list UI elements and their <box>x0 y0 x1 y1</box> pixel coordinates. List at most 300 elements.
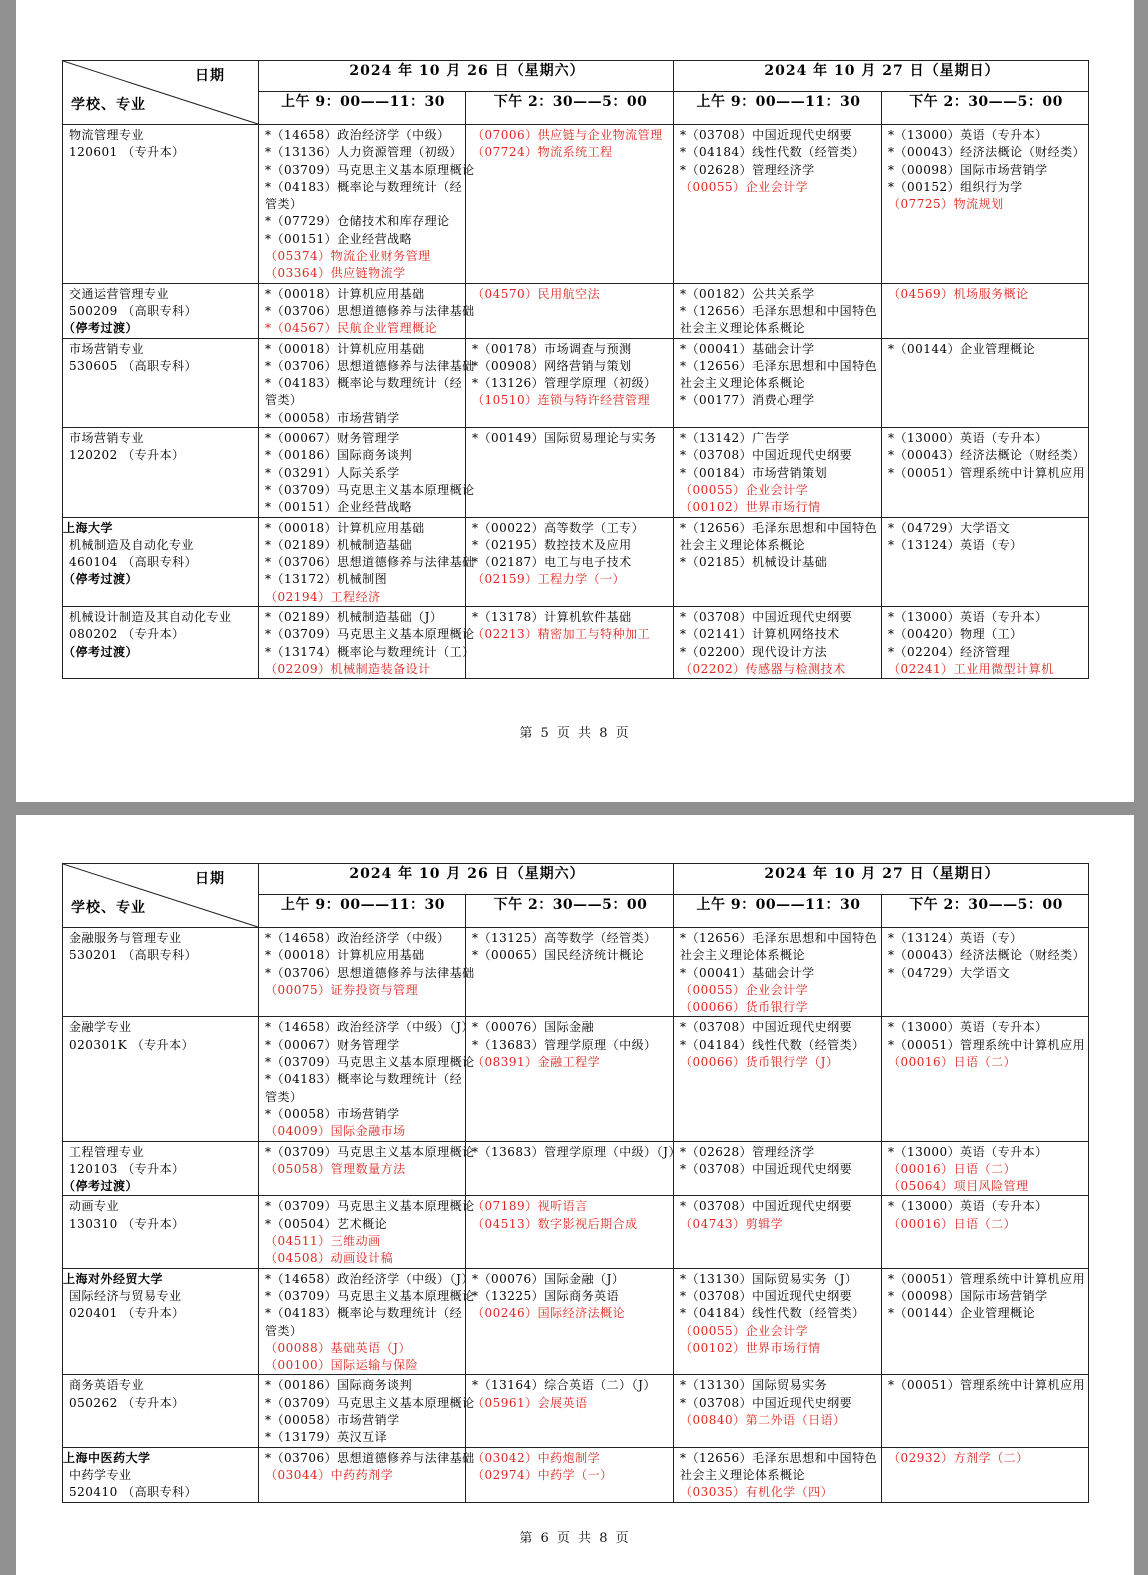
page-6 <box>16 815 1134 1575</box>
exam-subject: *（12656）毛泽东思想和中国特色 <box>680 1450 878 1465</box>
program-cell <box>63 1196 259 1268</box>
exam-subject: *（00420）物理（工） <box>888 627 1023 642</box>
exam-subject: *（00504）艺术概论 <box>265 1216 388 1231</box>
program-name: 国际经济与贸易专业 <box>69 1288 182 1303</box>
exam-subject: *（00051）管理系统中计算机应用 <box>888 1271 1086 1286</box>
program-cell <box>63 1017 259 1141</box>
exam-subject: *（00067）财务管理学 <box>265 431 400 446</box>
exam-subject: *（13683）管理学原理（中级）（J） <box>472 1144 681 1159</box>
exam-subject: （02974）中药学（一） <box>472 1467 613 1482</box>
exam-subject: *（02628）管理经济学 <box>680 1144 815 1159</box>
exam-cell-d1am <box>259 607 475 679</box>
exam-cell-d2am <box>674 1268 882 1375</box>
exam-subject: 社会主义理论体系概论 <box>680 1467 806 1482</box>
exam-subject: *（12656）毛泽东思想和中国特色 <box>680 931 878 945</box>
exam-subject: *（04184）线性代数（经管类） <box>680 1037 865 1052</box>
exam-subject: *（13000）英语（专升本） <box>888 431 1048 446</box>
exam-subject: *（03706）思想道德修养与法律基础 <box>265 965 475 980</box>
page-footer: 第 6 页 共 8 页 <box>519 1531 631 1546</box>
exam-subject: *（13000）英语（专升本） <box>888 1144 1048 1159</box>
program-name: 交通运营管理专业 <box>69 286 170 301</box>
exam-subject: *（03291）人际关系学 <box>265 465 400 480</box>
exam-subject: （04009）国际金融市场 <box>265 1124 406 1139</box>
exam-subject: （00016）日语（二） <box>888 1216 1017 1231</box>
exam-subject: *（13126）管理学原理（初级） <box>472 376 657 391</box>
exam-cell-d1am <box>259 283 475 338</box>
program-cell <box>63 1141 259 1196</box>
exam-subject: *（14658）政治经济学（中级） <box>265 931 450 945</box>
program-code: 460104 （高职专科） <box>69 555 198 570</box>
exam-subject: *（00178）市场调查与预测 <box>472 341 632 356</box>
program-name: 金融服务与管理专业 <box>69 931 182 945</box>
program-cell <box>63 607 259 679</box>
exam-subject: *（03708）中国近现代史纲要 <box>680 448 853 463</box>
header-corner <box>63 61 259 125</box>
exam-subject: *（00041）基础会计学 <box>680 965 815 980</box>
exam-subject: *（03709）马克思主义基本原理概论 <box>265 1144 475 1159</box>
exam-subject: *（00043）经济法概论（财经类） <box>888 145 1086 160</box>
exam-subject: *（03706）思想道德修养与法律基础 <box>265 555 475 570</box>
exam-subject: *（03708）中国近现代史纲要 <box>680 1020 853 1035</box>
exam-cell-d2am <box>674 1447 882 1502</box>
exam-subject: *（00058）市场营销学 <box>265 1413 400 1428</box>
exam-subject: *（12656）毛泽东思想和中国特色 <box>680 520 878 535</box>
exam-subject: *（04729）大学语文 <box>888 965 1011 980</box>
corner-school-label: 学校、专业 <box>71 900 146 916</box>
table-row <box>63 928 1089 1017</box>
exam-subject: *（13125）高等数学（经管类） <box>472 931 657 945</box>
exam-subject: *（04183）概率论与数理统计（经 <box>265 376 463 391</box>
exam-subject: *（00018）计算机应用基础 <box>265 341 425 356</box>
exam-cell-d1pm <box>466 428 674 517</box>
day2-pm-header: 下午 2：30——5：00 <box>882 895 1089 928</box>
exam-cell-d2am <box>674 517 882 606</box>
exam-cell-d2pm <box>882 283 1089 338</box>
exam-subject: （02202）传感器与检测技术 <box>680 661 846 676</box>
exam-subject: *（03709）马克思主义基本原理概论 <box>265 1199 475 1214</box>
exam-subject: *（02141）计算机网络技术 <box>680 627 840 642</box>
exam-subject: *（02628）管理经济学 <box>680 162 815 177</box>
exam-subject: *（00051）管理系统中计算机应用 <box>888 465 1086 480</box>
exam-cell-d1pm <box>466 1375 674 1447</box>
exam-subject: *（13124）英语（专） <box>888 537 1023 552</box>
exam-subject: 社会主义理论体系概论 <box>680 321 806 336</box>
exam-subject: *（13178）计算机软件基础 <box>472 610 632 625</box>
schedule-table <box>62 60 1089 679</box>
exam-subject: （02241）工业用微型计算机 <box>888 661 1054 676</box>
exam-cell-d1am <box>259 1017 475 1141</box>
exam-subject: *（03709）马克思主义基本原理概论 <box>265 1055 475 1070</box>
program-name: 市场营销专业 <box>69 431 145 446</box>
exam-subject: （05374）物流企业财务管理 <box>265 249 431 264</box>
exam-subject: 社会主义理论体系概论 <box>680 948 806 963</box>
exam-subject: *（13130）国际贸易实务 <box>680 1378 828 1393</box>
exam-subject: *（04183）概率论与数理统计（经 <box>265 179 463 194</box>
exam-subject: *（13164）综合英语（二）（J） <box>472 1378 656 1393</box>
program-cell <box>63 1268 259 1375</box>
exam-subject: （03035）有机化学（四） <box>680 1485 834 1500</box>
exam-subject: （07189）视听语言 <box>472 1199 588 1214</box>
exam-cell-d1am <box>259 338 475 427</box>
exam-cell-d2pm <box>882 338 1089 427</box>
exam-cell-d1pm <box>466 1196 674 1268</box>
program-code: 020301K （专升本） <box>69 1037 195 1052</box>
exam-subject: *（02200）现代设计方法 <box>680 644 828 659</box>
exam-subject: *（00186）国际商务谈判 <box>265 1378 413 1393</box>
program-code: 050262 （专升本） <box>69 1395 185 1410</box>
program-code: 530201 （高职专科） <box>69 948 198 963</box>
exam-subject: *（13000）英语（专升本） <box>888 1020 1048 1035</box>
exam-subject: （07724）物流系统工程 <box>472 145 613 160</box>
exam-subject: *（00151）企业经营战略 <box>265 231 413 246</box>
table-row <box>63 283 1089 338</box>
corner-date-label: 日期 <box>195 68 225 84</box>
exam-subject: （02159）工程力学（一） <box>472 572 626 587</box>
program-cell <box>63 125 259 284</box>
exam-subject: *（07729）仓储技术和库存理论 <box>265 214 450 229</box>
exam-subject: *（04729）大学语文 <box>888 520 1011 535</box>
exam-subject: *（03709）马克思主义基本原理概论 <box>265 162 475 177</box>
exam-cell-d2am <box>674 283 882 338</box>
program-cell <box>63 517 259 606</box>
exam-subject: （04743）剪辑学 <box>680 1216 784 1231</box>
exam-subject: *（00051）管理系统中计算机应用 <box>888 1037 1086 1052</box>
corner-date-label: 日期 <box>195 871 225 887</box>
program-cell <box>63 1375 259 1447</box>
exam-subject: （05058）管理数量方法 <box>265 1161 406 1176</box>
exam-subject: *（04567）民航企业管理概论 <box>265 321 438 336</box>
exam-subject: *（03708）中国近现代史纲要 <box>680 128 853 142</box>
exam-subject: *（03709）马克思主义基本原理概论 <box>265 482 475 497</box>
exam-subject: （04569）机场服务概论 <box>888 286 1029 301</box>
exam-subject: *（00076）国际金融（J） <box>472 1271 625 1286</box>
exam-subject: *（13179）英汉互译 <box>265 1430 388 1445</box>
day2-header: 2024 年 10 月 27 日（星期日） <box>674 864 1089 895</box>
day1-header: 2024 年 10 月 26 日（星期六） <box>259 864 674 895</box>
exam-subject: 管类） <box>265 393 303 408</box>
exam-subject: （02213）精密加工与特种加工 <box>472 627 651 642</box>
exam-subject: *（04184）线性代数（经管类） <box>680 145 865 160</box>
exam-cell-d2pm <box>882 1447 1089 1502</box>
exam-subject: （02932）方剂学（二） <box>888 1450 1029 1465</box>
exam-cell-d1am <box>259 517 475 606</box>
day1-am-header: 上午 9：00——11：30 <box>259 92 466 125</box>
exam-subject: （00055）企业会计学 <box>680 482 809 497</box>
exam-subject: （00016）日语（二） <box>888 1055 1017 1070</box>
exam-subject: *（13136）人力资源管理（初级） <box>265 145 463 160</box>
exam-subject: *（03709）马克思主义基本原理概论 <box>265 1395 475 1410</box>
exam-cell-d2pm <box>882 125 1089 284</box>
exam-cell-d1pm <box>466 125 674 284</box>
exam-subject: *（03706）思想道德修养与法律基础 <box>265 358 475 373</box>
exam-subject: （00055）企业会计学 <box>680 179 809 194</box>
transition-note: （停考过渡） <box>63 644 139 659</box>
program-name: 物流管理专业 <box>69 128 145 142</box>
program-code: 520410 （高职专科） <box>69 1485 198 1500</box>
exam-cell-d2am <box>674 1141 882 1196</box>
exam-subject: *（00152）组织行为学 <box>888 179 1023 194</box>
program-name: 机械制造及自动化专业 <box>69 537 195 552</box>
table-row <box>63 1375 1089 1447</box>
schedule-table <box>62 863 1089 1503</box>
exam-subject: （00075）证券投资与管理 <box>265 982 419 997</box>
exam-subject: （04511）三维动画 <box>265 1234 381 1249</box>
exam-subject: （00100）国际运输与保险 <box>265 1358 419 1373</box>
exam-subject: （03044）中药药剂学 <box>265 1467 394 1482</box>
exam-cell-d1pm <box>466 1017 674 1141</box>
exam-subject: （00055）企业会计学 <box>680 982 809 997</box>
exam-subject: *（03708）中国近现代史纲要 <box>680 1395 853 1410</box>
exam-subject: *（00098）国际市场营销学 <box>888 162 1048 177</box>
exam-subject: （00088）基础英语（J） <box>265 1340 411 1355</box>
exam-subject: （08391）金融工程学 <box>472 1055 601 1070</box>
header-corner <box>63 864 259 928</box>
exam-subject: *（00908）网络营销与策划 <box>472 358 632 373</box>
exam-subject: *（04184）线性代数（经管类） <box>680 1306 865 1321</box>
exam-subject: （05064）项目风险管理 <box>888 1179 1029 1194</box>
exam-subject: *（14658）政治经济学（中级）（J） <box>265 1020 474 1035</box>
table-row <box>63 1141 1089 1196</box>
exam-cell-d1am <box>259 125 475 284</box>
day1-header: 2024 年 10 月 26 日（星期六） <box>259 61 674 92</box>
transition-note: （停考过渡） <box>63 1179 139 1194</box>
exam-subject: *（14658）政治经济学（中级）（J） <box>265 1271 474 1286</box>
exam-cell-d2am <box>674 1375 882 1447</box>
exam-cell-d2am <box>674 428 882 517</box>
exam-subject: *（00076）国际金融 <box>472 1020 595 1035</box>
program-name: 市场营销专业 <box>69 341 145 356</box>
table-row <box>63 517 1089 606</box>
exam-cell-d1pm <box>466 928 674 1017</box>
day1-am-header: 上午 9：00——11：30 <box>259 895 466 928</box>
table-row <box>63 338 1089 427</box>
exam-subject: *（00144）企业管理概论 <box>888 1306 1036 1321</box>
day1-pm-header: 下午 2：30——5：00 <box>466 895 674 928</box>
program-name: 金融学专业 <box>69 1020 132 1035</box>
exam-subject: *（02185）机械设计基础 <box>680 555 828 570</box>
exam-cell-d2am <box>674 607 882 679</box>
exam-subject: *（03708）中国近现代史纲要 <box>680 1199 853 1214</box>
exam-subject: （05961）会展英语 <box>472 1395 588 1410</box>
exam-subject: *（00144）企业管理概论 <box>888 341 1036 356</box>
exam-cell-d1pm <box>466 1141 681 1196</box>
exam-subject: *（04183）概率论与数理统计（经 <box>265 1072 463 1087</box>
exam-subject: 管类） <box>265 1323 303 1338</box>
table-row <box>63 1447 1089 1502</box>
program-code: 080202 （专升本） <box>69 627 185 642</box>
exam-subject: *（13683）管理学原理（中级） <box>472 1037 657 1052</box>
program-cell <box>63 428 259 517</box>
exam-subject: *（13225）国际商务英语 <box>472 1288 620 1303</box>
exam-cell-d1pm <box>466 517 674 606</box>
schedule-body <box>63 928 1089 1503</box>
exam-cell-d2pm <box>882 1017 1089 1141</box>
exam-subject: *（13124）英语（专） <box>888 931 1023 945</box>
exam-subject: （03364）供应链物流学 <box>265 266 406 281</box>
exam-subject: *（13142）广告学 <box>680 431 790 446</box>
exam-subject: *（02189）机械制造基础（J） <box>265 610 443 625</box>
exam-subject: *（12656）毛泽东思想和中国特色 <box>680 303 878 318</box>
exam-subject: （04570）民用航空法 <box>472 286 601 301</box>
exam-subject: （07725）物流规划 <box>888 197 1004 212</box>
exam-subject: *（00186）国际商务谈判 <box>265 448 413 463</box>
exam-subject: *（00149）国际贸易理论与实务 <box>472 431 657 446</box>
exam-subject: *（12656）毛泽东思想和中国特色 <box>680 358 878 373</box>
exam-subject: *（00058）市场营销学 <box>265 1106 400 1121</box>
program-cell <box>63 1447 259 1502</box>
exam-subject: （00840）第二外语（日语） <box>680 1413 846 1428</box>
exam-subject: （00066）货币银行学（J） <box>680 1055 839 1070</box>
program-cell <box>63 928 259 1017</box>
exam-cell-d2am <box>674 125 882 284</box>
exam-subject: 管类） <box>265 197 303 212</box>
exam-subject: *（03708）中国近现代史纲要 <box>680 1288 853 1303</box>
exam-subject: *（03708）中国近现代史纲要 <box>680 610 853 625</box>
program-name: 工程管理专业 <box>69 1144 145 1159</box>
exam-cell-d2pm <box>882 1196 1089 1268</box>
school-name: 上海中医药大学 <box>63 1450 151 1465</box>
exam-cell-d2pm <box>882 607 1089 679</box>
exam-cell-d1am <box>259 428 475 517</box>
exam-cell-d1pm <box>466 607 674 679</box>
exam-subject: *（00051）管理系统中计算机应用 <box>888 1378 1086 1393</box>
school-name: 上海对外经贸大学 <box>63 1271 164 1286</box>
day2-am-header: 上午 9：00——11：30 <box>674 92 882 125</box>
exam-subject: *（00182）公共关系学 <box>680 286 815 301</box>
program-name: 中药学专业 <box>69 1467 132 1482</box>
table-row <box>63 1017 1089 1141</box>
exam-subject: （02194）工程经济 <box>265 589 381 604</box>
program-cell <box>63 283 259 338</box>
exam-subject: *（00065）国民经济统计概论 <box>472 948 645 963</box>
program-code: 530605 （高职专科） <box>69 358 198 373</box>
exam-cell-d2am <box>674 928 882 1017</box>
exam-cell-d2pm <box>882 1375 1089 1447</box>
exam-subject: （10510）连锁与特许经营管理 <box>472 393 651 408</box>
exam-cell-d2pm <box>882 1268 1089 1375</box>
exam-subject: *（13000）英语（专升本） <box>888 1199 1048 1214</box>
exam-subject: *（13000）英语（专升本） <box>888 128 1048 142</box>
exam-subject: （00246）国际经济法概论 <box>472 1306 626 1321</box>
exam-subject: （07006）供应链与企业物流管理 <box>472 128 663 142</box>
exam-subject: *（03708）中国近现代史纲要 <box>680 1161 853 1176</box>
exam-subject: （04508）动画设计稿 <box>265 1251 394 1266</box>
exam-subject: *（00043）经济法概论（财经类） <box>888 948 1086 963</box>
day1-pm-header: 下午 2：30——5：00 <box>466 92 674 125</box>
exam-cell-d2pm <box>882 1141 1089 1196</box>
school-name: 上海大学 <box>63 520 114 535</box>
program-code: 130310 （专升本） <box>69 1216 185 1231</box>
exam-subject: *（00058）市场营销学 <box>265 410 400 425</box>
exam-subject: *（13174）概率论与数理统计（工） <box>265 644 475 659</box>
day2-pm-header: 下午 2：30——5：00 <box>882 92 1089 125</box>
exam-cell-d1am <box>259 1375 475 1447</box>
exam-subject: *（00018）计算机应用基础 <box>265 286 425 301</box>
exam-subject: *（03706）思想道德修养与法律基础 <box>265 303 475 318</box>
exam-subject: *（00098）国际市场营销学 <box>888 1288 1048 1303</box>
exam-cell-d1pm <box>466 1447 674 1502</box>
exam-subject: 社会主义理论体系概论 <box>680 537 806 552</box>
exam-cell-d1am <box>259 1447 475 1502</box>
table-row <box>63 1196 1089 1268</box>
exam-subject: *（14658）政治经济学（中级） <box>265 128 450 142</box>
transition-note: （停考过渡） <box>63 572 139 587</box>
exam-cell-d1am <box>259 1141 475 1196</box>
exam-subject: （00066）货币银行学 <box>680 1000 809 1015</box>
exam-cell-d1am <box>259 1268 475 1375</box>
exam-cell-d2pm <box>882 517 1089 606</box>
exam-subject: *（00067）财务管理学 <box>265 1037 400 1052</box>
exam-subject: （04513）数字影视后期合成 <box>472 1216 638 1231</box>
exam-subject: *（00151）企业经营战略 <box>265 500 413 515</box>
exam-subject: *（03706）思想道德修养与法律基础 <box>265 1450 475 1465</box>
day2-am-header: 上午 9：00——11：30 <box>674 895 882 928</box>
exam-subject: *（02189）机械制造基础 <box>265 537 413 552</box>
program-code: 500209 （高职专科） <box>69 303 198 318</box>
exam-subject: （00102）世界市场行情 <box>680 500 821 515</box>
exam-subject: *（00018）计算机应用基础 <box>265 948 425 963</box>
exam-subject: （00016）日语（二） <box>888 1161 1017 1176</box>
exam-subject: *（00022）高等数学（工专） <box>472 520 645 535</box>
transition-note: （停考过渡） <box>63 321 139 336</box>
exam-cell-d2am <box>674 338 882 427</box>
exam-subject: *（00177）消费心理学 <box>680 393 815 408</box>
exam-cell-d1pm <box>466 283 674 338</box>
schedule-body <box>63 125 1089 679</box>
program-code: 120103 （专升本） <box>69 1161 185 1176</box>
exam-subject: *（02204）经济管理 <box>888 644 1011 659</box>
table-row <box>63 428 1089 517</box>
exam-subject: *（04183）概率论与数理统计（经 <box>265 1306 463 1321</box>
exam-cell-d2am <box>674 1017 882 1141</box>
exam-subject: *（00184）市场营销策划 <box>680 465 828 480</box>
exam-subject: 管类） <box>265 1089 303 1104</box>
table-row <box>63 607 1089 679</box>
exam-cell-d1am <box>259 928 475 1017</box>
exam-cell-d2pm <box>882 428 1089 517</box>
exam-subject: *（13130）国际贸易实务（J） <box>680 1271 858 1286</box>
exam-subject: 社会主义理论体系概论 <box>680 376 806 391</box>
exam-subject: *（02195）数控技术及应用 <box>472 537 632 552</box>
day2-header: 2024 年 10 月 27 日（星期日） <box>674 61 1089 92</box>
program-name: 商务英语专业 <box>69 1378 145 1393</box>
program-code: 120202 （专升本） <box>69 448 185 463</box>
exam-subject: *（03709）马克思主义基本原理概论 <box>265 627 475 642</box>
exam-cell-d1pm <box>466 338 674 427</box>
page-footer: 第 5 页 共 8 页 <box>519 726 631 741</box>
exam-subject: *（03709）马克思主义基本原理概论 <box>265 1288 475 1303</box>
program-cell <box>63 338 259 427</box>
corner-school-label: 学校、专业 <box>71 97 146 113</box>
exam-subject: （03042）中药炮制学 <box>472 1450 601 1465</box>
program-name: 机械设计制造及其自动化专业 <box>69 610 232 625</box>
exam-subject: *（13000）英语（专升本） <box>888 610 1048 625</box>
exam-cell-d1pm <box>466 1268 674 1375</box>
exam-subject: *（13172）机械制图 <box>265 572 388 587</box>
program-name: 动画专业 <box>69 1199 120 1214</box>
page-5 <box>16 0 1134 802</box>
exam-subject: （02209）机械制造装备设计 <box>265 661 431 676</box>
exam-subject: （00055）企业会计学 <box>680 1323 809 1338</box>
exam-cell-d2pm <box>882 928 1089 1017</box>
table-row <box>63 125 1089 284</box>
exam-cell-d1am <box>259 1196 475 1268</box>
program-code: 020401 （专升本） <box>69 1306 185 1321</box>
exam-subject: *（00018）计算机应用基础 <box>265 520 425 535</box>
exam-cell-d2am <box>674 1196 882 1268</box>
exam-subject: *（02187）电工与电子技术 <box>472 555 632 570</box>
program-code: 120601 （专升本） <box>69 145 185 160</box>
